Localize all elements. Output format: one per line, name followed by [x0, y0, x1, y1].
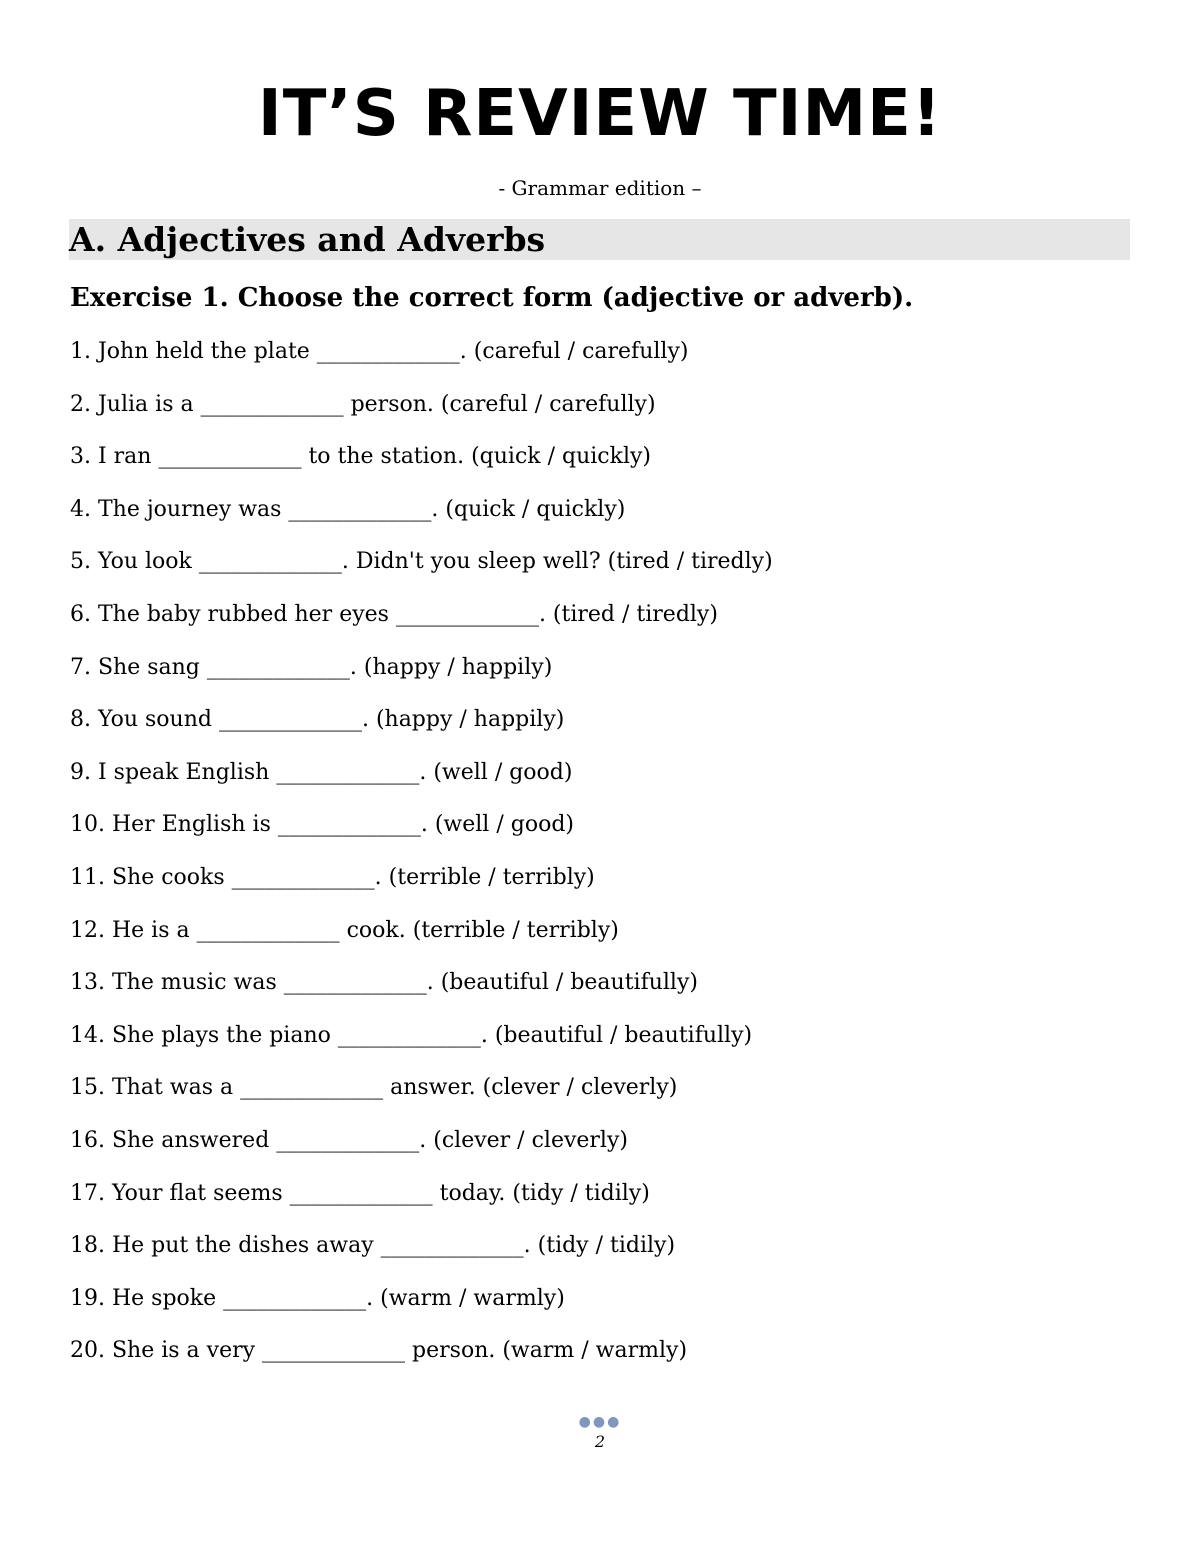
question-5: 5. You look _____________. Didn't you sleep well? (tired / tiredly)	[70, 549, 773, 575]
question-14: 14. She plays the piano _____________. (beautiful / beautifully)	[70, 1022, 753, 1048]
question-list	[70, 336, 773, 1388]
footer-dots-icon: ●●●	[578, 1414, 622, 1430]
exercise-heading: Exercise 1. Choose the correct form (adjective or adverb).	[70, 283, 914, 313]
question-9: 9. I speak English _____________. (well / good)	[70, 759, 573, 785]
question-3: 3. I ran _____________ to the station. (quick / quickly)	[70, 444, 651, 470]
subtitle: - Grammar edition –	[498, 176, 702, 200]
question-19: 19. He spoke _____________. (warm / warmly)	[70, 1285, 565, 1311]
page-number: 2	[594, 1432, 606, 1451]
question-17: 17. Your flat seems _____________ today. (tidy / tidily)	[70, 1180, 650, 1206]
question-2: 2. Julia is a _____________ person. (careful / carefully)	[70, 391, 656, 417]
page-title: IT’S REVIEW TIME!	[257, 77, 943, 151]
question-13: 13. The music was _____________. (beautiful / beautifully)	[70, 970, 698, 996]
question-18: 18. He put the dishes away _____________. (tidy / tidily)	[70, 1233, 676, 1259]
question-4: 4. The journey was _____________. (quick / quickly)	[70, 496, 626, 522]
question-8: 8. You sound _____________. (happy / happily)	[70, 707, 565, 733]
question-7: 7. She sang _____________. (happy / happily)	[70, 654, 553, 680]
question-1: 1. John held the plate _____________. (careful / carefully)	[70, 339, 689, 364]
question-15: 15. That was a _____________ answer. (clever / cleverly)	[70, 1075, 678, 1101]
section-heading: A. Adjectives and Adverbs	[69, 219, 1130, 260]
question-6: 6. The baby rubbed her eyes _____________. (tired / tiredly)	[70, 601, 718, 627]
question-11: 11. She cooks _____________. (terrible / terribly)	[70, 864, 595, 890]
question-16: 16. She answered _____________. (clever / cleverly)	[70, 1127, 628, 1153]
question-12: 12. He is a _____________ cook. (terrible / terribly)	[70, 917, 619, 943]
question-10: 10. Her English is _____________. (well / good)	[70, 812, 574, 838]
question-20: 20. She is a very _____________ person. (warm / warmly)	[70, 1338, 688, 1364]
